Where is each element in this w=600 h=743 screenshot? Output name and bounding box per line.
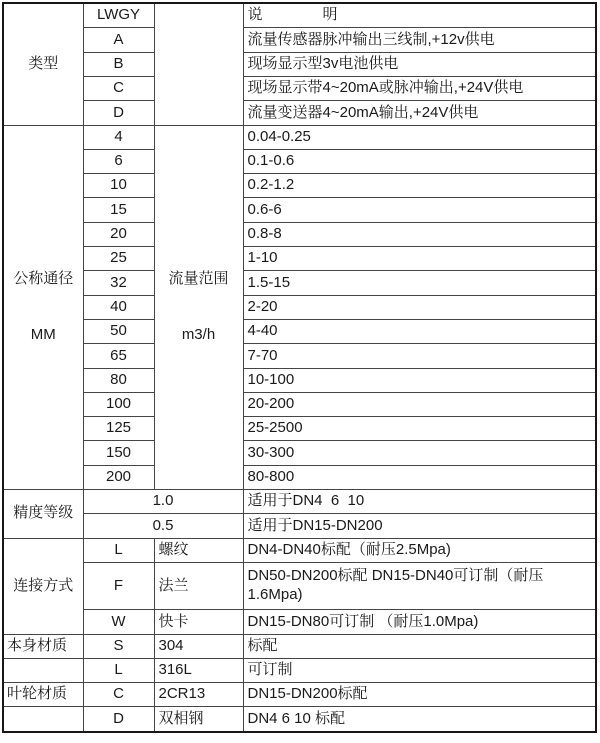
dn-code-cell: 20: [83, 222, 154, 246]
flow-range-cell: 2-20: [243, 295, 596, 319]
flow-range-cell: 0.04-0.25: [243, 125, 596, 149]
dn-code-cell: 6: [83, 149, 154, 173]
dn-code-cell: 40: [83, 295, 154, 319]
material-cell: 2CR13: [154, 683, 243, 707]
accuracy-value-cell: 0.5: [83, 514, 243, 538]
code-cell: W: [83, 610, 154, 634]
code-cell: D: [83, 707, 154, 732]
section-label-type: 类型: [3, 3, 83, 125]
desc-header-cell: 说 明: [243, 3, 596, 28]
accuracy-value-cell: 1.0: [83, 490, 243, 514]
flow-range-cell: 1-10: [243, 247, 596, 271]
desc-cell: DN15-DN80可订制 （耐压1.0Mpa): [243, 610, 596, 634]
flow-range-label-line2: m3/h: [181, 326, 216, 344]
desc-cell: DN15-DN200标配: [243, 683, 596, 707]
desc-cell: DN50-DN200标配 DN15-DN40可订制（耐压1.6Mpa): [243, 562, 596, 609]
section-label-connection: 连接方式: [3, 538, 83, 634]
flow-range-cell: 7-70: [243, 344, 596, 368]
dn-code-cell: 25: [83, 247, 154, 271]
code-cell: F: [83, 562, 154, 609]
desc-cell: 现场显示型3v电池供电: [243, 52, 596, 76]
type-empty-cell: [154, 3, 243, 125]
code-cell: L: [83, 658, 154, 682]
dn-code-cell: 50: [83, 319, 154, 343]
section-label-body-material: 本身材质: [3, 634, 83, 658]
section-label-impeller-material: 叶轮材质: [3, 683, 83, 707]
dn-code-cell: 200: [83, 465, 154, 489]
dn-code-cell: 32: [83, 271, 154, 295]
desc-cell: 标配: [243, 634, 596, 658]
code-cell: L: [83, 538, 154, 562]
flow-range-header-cell: [154, 125, 243, 489]
flow-range-cell: 4-40: [243, 319, 596, 343]
desc-cell: 流量传感器脉冲输出三线制,+12v供电: [243, 28, 596, 52]
flow-range-cell: 0.8-8: [243, 222, 596, 246]
connection-type-cell: 法兰: [154, 562, 243, 609]
flow-range-cell: 0.1-0.6: [243, 149, 596, 173]
flowmeter-spec-table: [2, 2, 597, 733]
dn-code-cell: 10: [83, 174, 154, 198]
accuracy-desc-cell: 适用于DN4 6 10: [243, 490, 596, 514]
connection-type-cell: 快卡: [154, 610, 243, 634]
dn-code-cell: 4: [83, 125, 154, 149]
code-cell: C: [83, 77, 154, 101]
section-label-accuracy: 精度等级: [3, 490, 83, 539]
flow-range-cell: 10-100: [243, 368, 596, 392]
flow-range-cell: 20-200: [243, 392, 596, 416]
nominal-diameter-label-line1: 公称通径: [13, 269, 74, 287]
material-cell: 316L: [154, 658, 243, 682]
model-code-cell: LWGY: [83, 3, 154, 28]
dn-code-cell: 15: [83, 198, 154, 222]
code-cell: A: [83, 28, 154, 52]
code-cell: B: [83, 52, 154, 76]
flow-range-cell: 1.5-15: [243, 271, 596, 295]
desc-cell: 可订制: [243, 658, 596, 682]
empty-label-cell: [3, 658, 83, 682]
flow-range-cell: 80-800: [243, 465, 596, 489]
flow-range-cell: 0.6-6: [243, 198, 596, 222]
dn-code-cell: 80: [83, 368, 154, 392]
material-cell: 双相钢: [154, 707, 243, 732]
code-cell: C: [83, 683, 154, 707]
dn-code-cell: 150: [83, 441, 154, 465]
flow-range-label-line1: 流量范围: [168, 269, 229, 287]
nominal-diameter-label-line2: MM: [30, 326, 56, 344]
connection-type-cell: 螺纹: [154, 538, 243, 562]
empty-label-cell: [3, 707, 83, 732]
desc-cell: 流量变送器4~20mA输出,+24V供电: [243, 101, 596, 125]
desc-cell: DN4-DN40标配（耐压2.5Mpa): [243, 538, 596, 562]
desc-cell: 现场显示带4~20mA或脉冲输出,+24V供电: [243, 77, 596, 101]
dn-code-cell: 100: [83, 392, 154, 416]
code-cell: D: [83, 101, 154, 125]
section-label-nominal-diameter: [3, 125, 83, 489]
flow-range-cell: 25-2500: [243, 417, 596, 441]
accuracy-desc-cell: 适用于DN15-DN200: [243, 514, 596, 538]
material-cell: 304: [154, 634, 243, 658]
flow-range-cell: 0.2-1.2: [243, 174, 596, 198]
code-cell: S: [83, 634, 154, 658]
dn-code-cell: 65: [83, 344, 154, 368]
desc-cell: DN4 6 10 标配: [243, 707, 596, 732]
dn-code-cell: 125: [83, 417, 154, 441]
flow-range-cell: 30-300: [243, 441, 596, 465]
